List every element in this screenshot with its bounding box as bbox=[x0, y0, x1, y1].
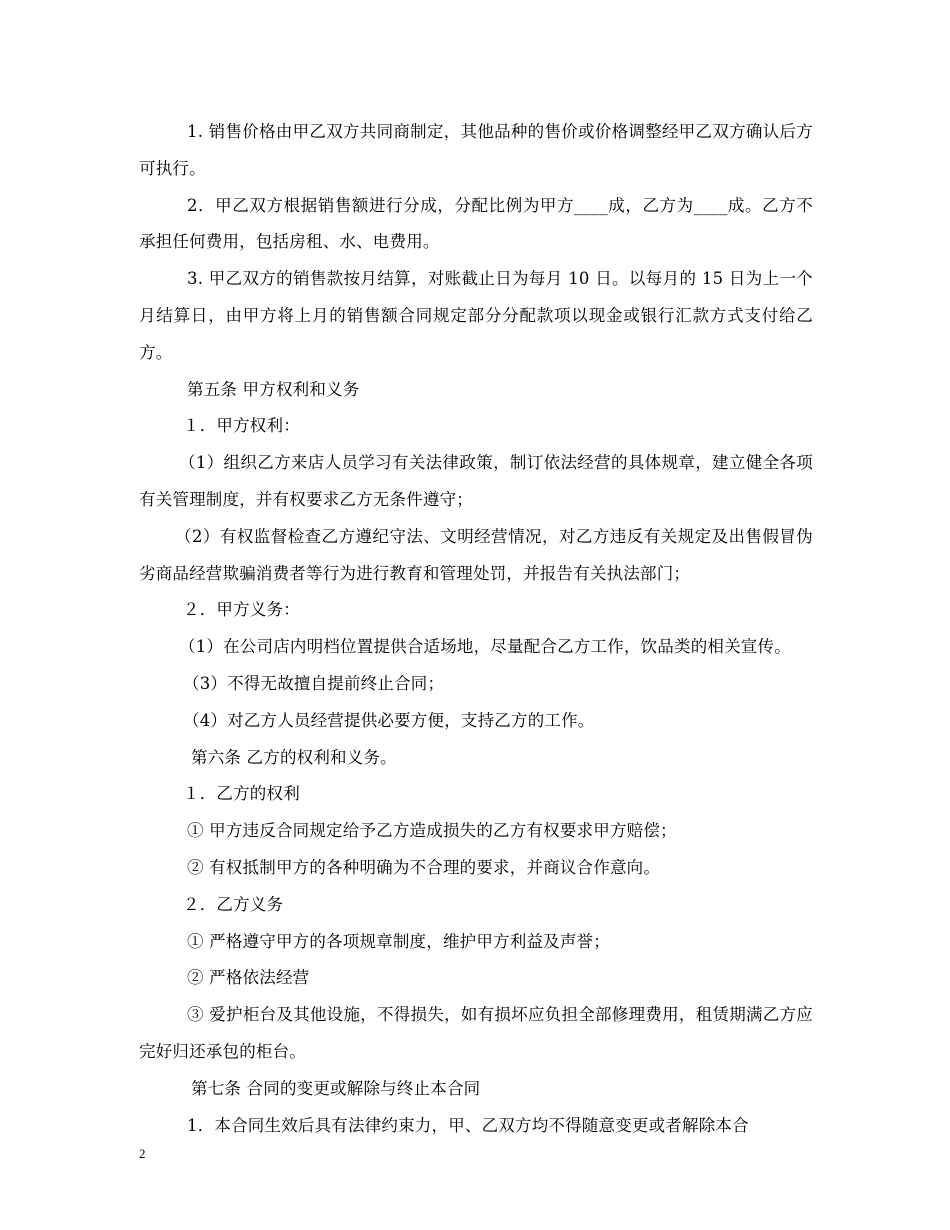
document-body bbox=[139, 114, 813, 1144]
paragraph-1: 1. 销售价格由甲乙双方共同商制定，其他品种的售价或价格调整经甲乙双方确认后方可执行。 bbox=[139, 122, 813, 178]
paragraph-b-duties-3: ③ 爱护柜台及其他设施，不得损失，如有损坏应负担全部修理费用，租赁期满乙方应完好归还承包的柜台。 bbox=[139, 1005, 813, 1061]
paragraph-b-duties-2: ② 严格依法经营 bbox=[187, 968, 310, 988]
paragraph-7-1: 1．本合同生效后具有法律约束力，甲、乙双方均不得随意变更或者解除本合 bbox=[187, 1115, 749, 1135]
paragraph-b-duties-1: ① 严格遵守甲方的各项规章制度，维护甲方利益及声誉； bbox=[187, 931, 610, 951]
subheading-party-b-duties: ２．乙方义务 bbox=[183, 894, 284, 914]
paragraph-b-rights-2: ② 有权抵制甲方的各种明确为不合理的要求，并商议合作意向。 bbox=[187, 857, 661, 877]
paragraph-a-duties-3: （3）不得无故擅自提前终止合同； bbox=[183, 673, 445, 693]
paragraph-a-duties-4: （4）对乙方人员经营提供必要方便，支持乙方的工作。 bbox=[183, 710, 595, 730]
paragraph-a-rights-2: （2）有权监督检查乙方遵纪守法、文明经营情况，对乙方违反有关规定及出售假冒伪劣商品经营欺骗消费者等行为进行教育和管理处罚，并报告有关执法部门； bbox=[139, 526, 813, 583]
page-number: 2 bbox=[139, 1146, 146, 1161]
paragraph-2: 2．甲乙双方根据销售额进行分成，分配比例为甲方____成，乙方为____成。乙方不承担任何费用，包括房租、水、电费用。 bbox=[139, 195, 813, 252]
paragraph-3: 3. 甲乙双方的销售款按月结算，对账截止日为每月 10 日。以每月的 15 日为上一个月结算日，由甲方将上月的销售额合同规定部分分配款项以现金或银行汇款方式支付给乙方。 bbox=[139, 269, 813, 362]
paragraph-a-rights-1: （1）组织乙方来店人员学习有关法律政策，制订依法经营的具体规章，建立健全各项有关管理制度，并有权要求乙方无条件遵守； bbox=[139, 453, 813, 509]
subheading-party-a-duties: ２．甲方义务： bbox=[183, 600, 300, 620]
section-heading-5: 第五条 甲方权利和义务 bbox=[187, 379, 360, 399]
subheading-party-a-rights: １．甲方权利： bbox=[183, 416, 300, 436]
section-heading-7: 第七条 合同的变更或解除与终止本合同 bbox=[191, 1078, 481, 1098]
subheading-party-b-rights: １．乙方的权利 bbox=[183, 784, 300, 804]
paragraph-a-duties-1: （1）在公司店内明档位置提供合适场地，尽量配合乙方工作，饮品类的相关宣传。 bbox=[179, 637, 791, 657]
section-heading-6: 第六条 乙方的权利和义务。 bbox=[191, 747, 397, 767]
paragraph-b-rights-1: ① 甲方违反合同规定给予乙方造成损失的乙方有权要求甲方赔偿； bbox=[187, 821, 677, 841]
